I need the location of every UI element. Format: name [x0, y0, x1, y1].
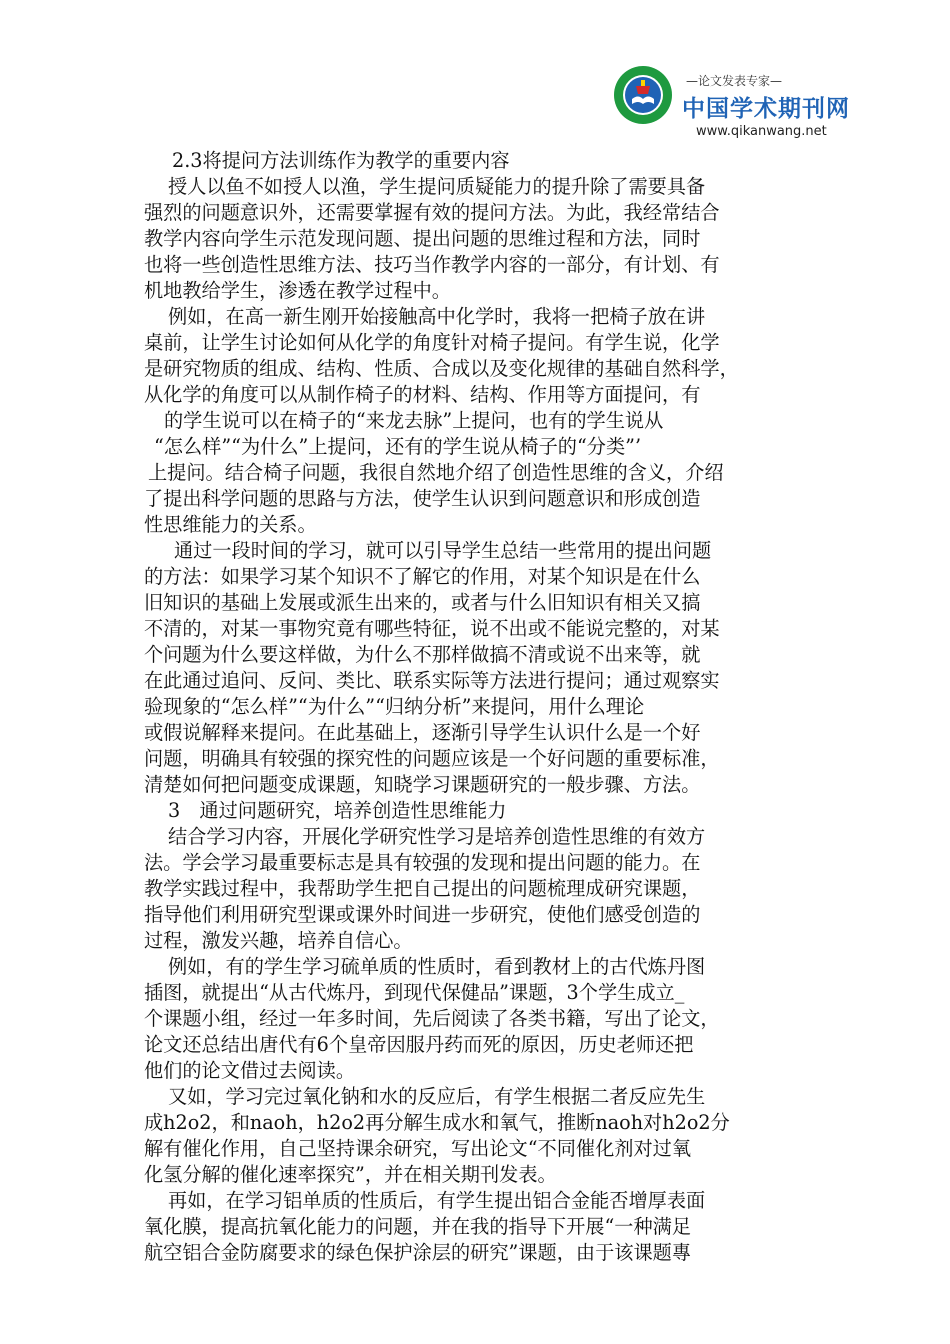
text-line: 或假说解释来提问。在此基础上，逐渐引导学生认识什么是一个好: [144, 721, 701, 744]
text-line: 氧化膜，提高抗氧化能力的问题，并在我的指导下开展“一种满足: [144, 1215, 692, 1238]
text-line: 例如，在高一新生刚开始接触高中化学时，我将一把椅子放在讲: [168, 305, 706, 328]
text-line: 的方法：如果学习某个知识不了解它的作用，对某个知识是在什么: [144, 565, 701, 588]
text-line: 教学内容向学生示范发现问题、提出问题的思维过程和方法，同时: [144, 227, 701, 250]
text-line: 成h2o2，和naoh，h2o2再分解生成水和氧气，推断naoh对h2o2分: [144, 1111, 730, 1134]
text-line: 插图，就提出“从古代炼丹，到现代保健品”课题，3个学生成立_: [144, 981, 685, 1004]
logo-slogan: —论文发表专家—: [686, 74, 783, 88]
text-line: 清楚如何把问题变成课题，知晓学习课题研究的一般步骤、方法。: [144, 773, 701, 796]
journal-seal-icon: [612, 64, 674, 126]
logo-name: 中国学术期刊网: [682, 96, 850, 122]
text-line: 上提问。结合椅子问题，我很自然地介绍了创造性思维的含义，介绍: [148, 461, 724, 484]
text-line: 论文还总结出唐代有6个皇帝因服丹药而死的原因，历史老师还把: [144, 1033, 694, 1056]
text-line: 是研究物质的组成、结构、性质、合成以及变化规律的基础自然科学，: [144, 357, 739, 380]
text-line: 结合学习内容，开展化学研究性学习是培养创造性思维的有效方: [168, 825, 706, 848]
text-line: 从化学的角度可以从制作椅子的材料、结构、作用等方面提问，有: [144, 383, 701, 406]
text-line: 2.3将提问方法训练作为教学的重要内容: [172, 149, 510, 172]
text-line: 航空铝合金防腐要求的绿色保护涂层的研究”课题，由于该课题專: [144, 1241, 692, 1264]
text-line: 了提出科学问题的思路与方法，使学生认识到问题意识和形成创造: [144, 487, 701, 510]
text-line: 机地教给学生，渗透在教学过程中。: [144, 279, 451, 302]
text-line: 不清的，对某一事物究竟有哪些特征，说不出或不能说完整的，对某: [144, 617, 720, 640]
text-line: 再如，在学习铝单质的性质后，有学生提出铝合金能否增厚表面: [168, 1189, 706, 1212]
text-line: 指导他们利用研究型课或课外时间进一步研究，使他们感受创造的: [144, 903, 701, 926]
text-line: “怎么样”“为什么”上提问，还有的学生说从椅子的“分类”’: [154, 435, 642, 458]
text-line: 例如，有的学生学习硫单质的性质时，看到教材上的古代炼丹图: [168, 955, 706, 978]
text-line: 问题，明确具有较强的探究性的问题应该是一个好问题的重要标准，: [144, 747, 720, 770]
text-line: 过程，激发兴趣，培养自信心。: [144, 929, 413, 952]
logo-url: www.qikanwang.net: [696, 124, 827, 139]
text-line: 验现象的“怎么样”“为什么”“归纳分析”来提问，用什么理论: [144, 695, 645, 718]
text-line: 解有催化作用，自己坚持课余研究，写出论文“不同催化剂对过氧: [144, 1137, 692, 1160]
article-body: [144, 148, 800, 1266]
text-line: 在此通过追问、反问、类比、联系实际等方法进行提问；通过观察实: [144, 669, 720, 692]
text-line: 法。学会学习最重要标志是具有较强的发现和提出问题的能力。在: [144, 851, 701, 874]
text-line: 的学生说可以在椅子的“来龙去脉”上提问，也有的学生说从: [164, 409, 664, 432]
text-line: 又如，学习完过氧化钠和水的反应后，有学生根据二者反应先生: [168, 1085, 706, 1108]
text-line: 3 通过问题研究，培养创造性思维能力: [168, 799, 507, 822]
text-line: 强烈的问题意识外，还需要掌握有效的提问方法。为此，我经常结合: [144, 201, 720, 224]
text-line: 桌前，让学生讨论如何从化学的角度针对椅子提问。有学生说，化学: [144, 331, 720, 354]
text-line: 旧知识的基础上发展或派生出来的，或者与什么旧知识有相关又搞: [144, 591, 701, 614]
text-line: 也将一些创造性思维方法、技巧当作教学内容的一部分，有计划、有: [144, 253, 720, 276]
text-line: 通过一段时间的学习，就可以引导学生总结一些常用的提出问题: [174, 539, 712, 562]
text-line: 性思维能力的关系。: [144, 513, 317, 536]
text-line: 化氢分解的催化速率探究”，并在相关期刊发表。: [144, 1163, 557, 1186]
text-line: 个课题小组，经过一年多时间，先后阅读了各类书籍，写出了论文，: [144, 1007, 720, 1030]
text-line: 个问题为什么要这样做，为什么不那样做搞不清或说不出来等，就: [144, 643, 701, 666]
journal-logo: [612, 64, 850, 150]
text-line: 他们的论文借过去阅读。: [144, 1059, 356, 1082]
text-line: 教学实践过程中，我帮助学生把自己提出的问题梳理成研究课题，: [144, 877, 701, 900]
text-line: 授人以鱼不如授人以渔，学生提问质疑能力的提升除了需要具备: [168, 175, 706, 198]
